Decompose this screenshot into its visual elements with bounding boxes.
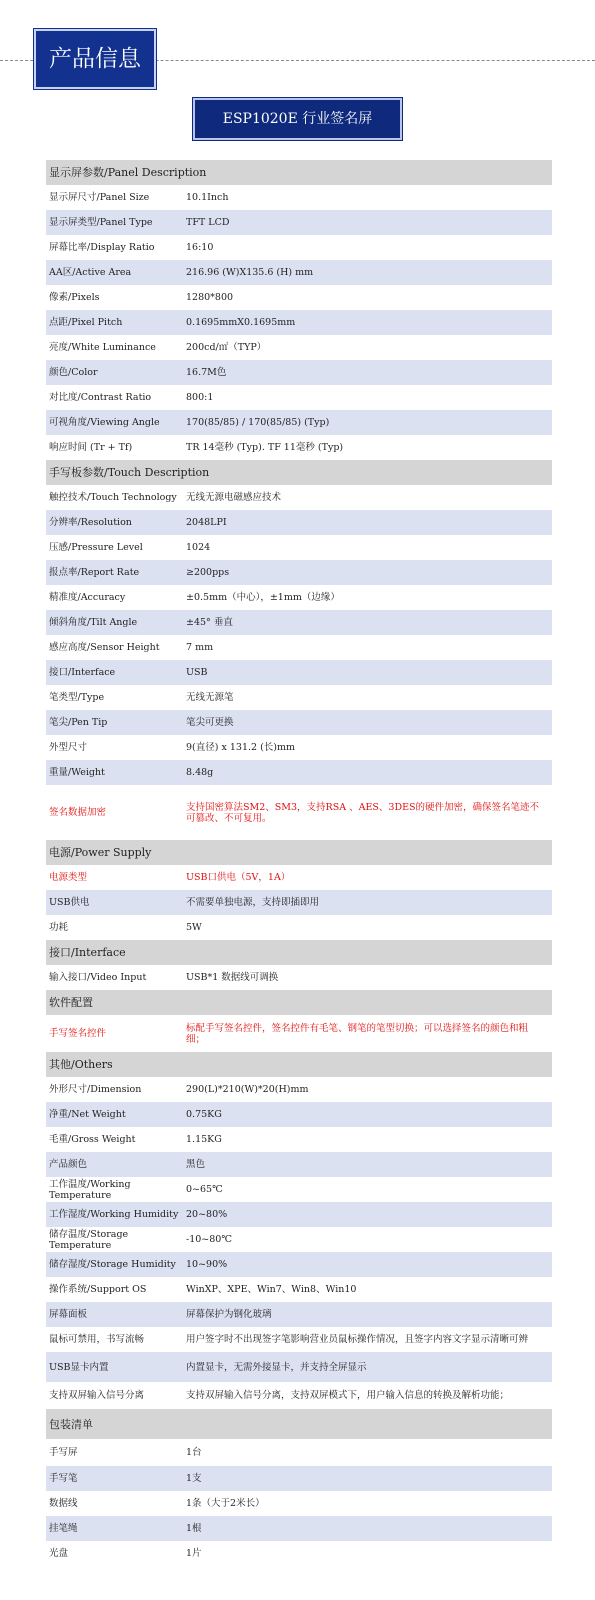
spec-row <box>46 1327 552 1352</box>
spec-label: 接口/Interface <box>49 667 116 678</box>
spec-row <box>46 1541 552 1566</box>
spec-value: 无线无源笔 <box>186 692 234 703</box>
spec-value: TR 14毫秒 (Typ). TF 11毫秒 (Typ) <box>186 442 344 453</box>
spec-row <box>46 1382 552 1409</box>
spec-label: AA区/Active Area <box>49 267 132 278</box>
spec-value: 200cd/㎡（TYP） <box>186 342 267 353</box>
spec-row <box>46 1352 552 1382</box>
spec-value: 黑色 <box>186 1159 206 1170</box>
spec-label: 亮度/White Luminance <box>49 342 156 353</box>
spec-row <box>46 1177 552 1202</box>
spec-value: 9(直径) x 131.2 (长)mm <box>186 742 295 753</box>
spec-label: USB显卡内置 <box>49 1361 109 1373</box>
spec-label: 手写签名控件 <box>49 1028 107 1039</box>
spec-label: 功耗 <box>49 922 69 933</box>
section-header <box>46 840 552 865</box>
spec-label: 精准度/Accuracy <box>49 592 126 603</box>
spec-value: 0.1695mmX0.1695mm <box>186 317 296 328</box>
spec-row <box>46 1277 552 1302</box>
spec-value: 1条（大于2米长） <box>186 1498 265 1509</box>
spec-value: 216.96 (W)X135.6 (H) mm <box>186 267 314 278</box>
spec-row <box>46 510 552 535</box>
spec-row <box>46 965 552 990</box>
spec-label: 重量/Weight <box>49 767 105 778</box>
spec-table <box>46 160 552 1566</box>
section-header <box>46 1409 552 1439</box>
spec-value: 20~80% <box>186 1209 228 1220</box>
spec-label: 屏幕面板 <box>49 1309 88 1320</box>
spec-label: 外形尺寸/Dimension <box>49 1084 142 1095</box>
spec-label: 光盘 <box>49 1548 69 1559</box>
spec-value: 1片 <box>186 1548 202 1559</box>
spec-row <box>46 560 552 585</box>
spec-value: ±0.5mm（中心），±1mm（边缘） <box>186 592 340 603</box>
section-header <box>46 160 552 185</box>
spec-label: 净重/Net Weight <box>49 1109 126 1120</box>
spec-row <box>46 1491 552 1516</box>
spec-value: 8.48g <box>186 767 214 778</box>
spec-label: 像素/Pixels <box>49 292 100 303</box>
spec-row <box>46 435 552 460</box>
spec-row <box>46 685 552 710</box>
spec-row <box>46 235 552 260</box>
spec-label: 挂笔绳 <box>49 1523 78 1534</box>
spec-value: 1024 <box>186 542 211 553</box>
spec-label: 颜色/Color <box>49 367 98 378</box>
spec-row <box>46 1466 552 1491</box>
spec-label: 手写笔 <box>49 1473 78 1484</box>
spec-label: 鼠标可禁用，书写流畅 <box>49 1334 145 1345</box>
spec-label: 屏幕比率/Display Ratio <box>49 242 155 253</box>
spec-row <box>46 1077 552 1102</box>
spec-row <box>46 360 552 385</box>
spec-value: 屏幕保护为钢化玻璃 <box>186 1309 272 1320</box>
spec-label: 工作温度/Working Temperature <box>49 1178 131 1201</box>
spec-value: ±45° 垂直 <box>186 617 233 628</box>
spec-label: 可视角度/Viewing Angle <box>49 417 160 428</box>
spec-value: 10~90% <box>186 1259 228 1270</box>
spec-label: 报点率/Report Rate <box>49 567 140 578</box>
spec-value: 1280*800 <box>186 292 234 303</box>
spec-row <box>46 285 552 310</box>
spec-row <box>46 1127 552 1152</box>
spec-label: 分辨率/Resolution <box>49 517 132 528</box>
spec-row <box>46 865 552 890</box>
spec-row <box>46 710 552 735</box>
spec-label: 显示屏尺寸/Panel Size <box>49 192 150 203</box>
section-header <box>46 460 552 485</box>
spec-label: 笔类型/Type <box>49 692 105 703</box>
spec-label: 手写屏 <box>49 1447 78 1458</box>
section-title: 接口/Interface <box>49 946 126 959</box>
spec-value: -10~80℃ <box>186 1234 232 1245</box>
spec-row <box>46 535 552 560</box>
spec-value: 0.75KG <box>186 1109 222 1120</box>
section-header <box>46 990 552 1015</box>
spec-label: 对比度/Contrast Ratio <box>49 392 152 403</box>
spec-value: 0~65℃ <box>186 1184 223 1195</box>
spec-label: 笔尖/Pen Tip <box>49 717 108 728</box>
section-title: 电源/Power Supply <box>49 846 152 859</box>
spec-label: 响应时间 (Tr + Tf) <box>49 442 133 453</box>
section-title: 其他/Others <box>49 1058 113 1071</box>
spec-value: TFT LCD <box>186 217 230 228</box>
spec-label: 倾斜角度/Tilt Angle <box>49 617 138 628</box>
spec-label: 数据线 <box>49 1498 78 1509</box>
spec-row <box>46 890 552 915</box>
spec-value: 7 mm <box>186 642 214 653</box>
spec-label: 储存湿度/Storage Humidity <box>49 1259 176 1270</box>
section-tab: 产品信息 <box>34 29 156 89</box>
spec-row <box>46 485 552 510</box>
spec-value: 16.7M色 <box>186 367 227 378</box>
spec-row <box>46 1015 552 1052</box>
spec-value: 2048LPI <box>186 517 227 528</box>
spec-row <box>46 610 552 635</box>
spec-value: USB*1 数据线可调换 <box>186 972 279 983</box>
section-title: 包装清单 <box>49 1417 93 1431</box>
spec-value: 用户签字时不出现签字笔影响营业员鼠标操作情况，且签字内容文字显示清晰可辨 <box>186 1334 529 1345</box>
spec-row <box>46 1302 552 1327</box>
spec-label: 工作湿度/Working Humidity <box>49 1209 179 1220</box>
product-title: ESP1020E 行业签名屏 <box>193 98 402 140</box>
spec-row <box>46 785 552 840</box>
spec-value: 290(L)*210(W)*20(H)mm <box>186 1084 309 1095</box>
spec-value: 笔尖可更换 <box>186 717 234 728</box>
spec-row <box>46 915 552 940</box>
spec-label: 压感/Pressure Level <box>49 542 143 553</box>
section-title: 手写板参数/Touch Description <box>49 466 210 479</box>
spec-label: 电源类型 <box>49 872 88 883</box>
spec-value: 1支 <box>186 1473 202 1484</box>
spec-row <box>46 1152 552 1177</box>
spec-label: 点距/Pixel Pitch <box>49 317 123 328</box>
spec-label: 储存温度/Storage Temperature <box>49 1228 129 1251</box>
spec-label: 操作系统/Support OS <box>49 1284 147 1295</box>
spec-value: 10.1Inch <box>186 192 229 203</box>
spec-value: 5W <box>186 922 202 933</box>
spec-row <box>46 1102 552 1127</box>
spec-label: 显示屏类型/Panel Type <box>49 217 153 228</box>
spec-row <box>46 585 552 610</box>
spec-row <box>46 385 552 410</box>
spec-value: 800:1 <box>186 392 214 403</box>
spec-label: 触控技术/Touch Technology <box>49 492 177 503</box>
spec-value: 无线无源电磁感应技术 <box>186 492 282 503</box>
spec-row <box>46 660 552 685</box>
spec-row <box>46 210 552 235</box>
section-title: 显示屏参数/Panel Description <box>49 166 207 179</box>
spec-value: 不需要单独电源，支持即插即用 <box>186 897 320 908</box>
section-header <box>46 940 552 965</box>
spec-value: 标配手写签名控件，签名控件有毛笔、钢笔的笔型切换；可以选择签名的颜色和粗细； <box>186 1022 529 1045</box>
section-title: 软件配置 <box>49 996 93 1009</box>
spec-label: USB供电 <box>49 897 90 908</box>
spec-label: 输入接口/Video Input <box>49 972 147 983</box>
spec-label: 感应高度/Sensor Height <box>49 642 160 653</box>
spec-value: 1.15KG <box>186 1134 222 1145</box>
spec-value: USB <box>186 667 208 678</box>
spec-value: USB口供电（5V，1A） <box>186 872 291 883</box>
spec-row <box>46 335 552 360</box>
spec-label: 签名数据加密 <box>49 807 107 818</box>
spec-row <box>46 260 552 285</box>
spec-row <box>46 1202 552 1227</box>
spec-label: 产品颜色 <box>49 1159 88 1170</box>
spec-row <box>46 1252 552 1277</box>
spec-row <box>46 185 552 210</box>
spec-value: 1台 <box>186 1447 202 1458</box>
spec-value: 1根 <box>186 1523 202 1534</box>
spec-row <box>46 1227 552 1252</box>
spec-value: ≥200pps <box>186 567 230 578</box>
spec-value: WinXP、XPE、Win7、Win8、Win10 <box>186 1284 357 1295</box>
spec-label: 毛重/Gross Weight <box>49 1134 136 1145</box>
spec-row <box>46 1439 552 1466</box>
spec-row <box>46 735 552 760</box>
spec-label: 外型尺寸 <box>49 742 88 753</box>
spec-row <box>46 760 552 785</box>
section-header <box>46 1052 552 1077</box>
spec-row <box>46 410 552 435</box>
spec-value: 支持双屏输入信号分离，支持双屏模式下，用户输入信息的转换及解析功能； <box>186 1390 510 1401</box>
spec-value: 支持国密算法SM2、SM3，支持RSA 、AES、3DES的硬件加密，确保签名笔迹不可篡改、不可复用。 <box>186 801 540 824</box>
spec-value: 170(85/85) / 170(85/85) (Typ) <box>186 417 330 428</box>
spec-row <box>46 310 552 335</box>
spec-value: 16:10 <box>186 242 214 253</box>
spec-row <box>46 1516 552 1541</box>
spec-value: 内置显卡，无需外接显卡，并支持全屏显示 <box>186 1361 367 1373</box>
spec-label: 支持双屏输入信号分离 <box>49 1390 145 1401</box>
spec-row <box>46 635 552 660</box>
